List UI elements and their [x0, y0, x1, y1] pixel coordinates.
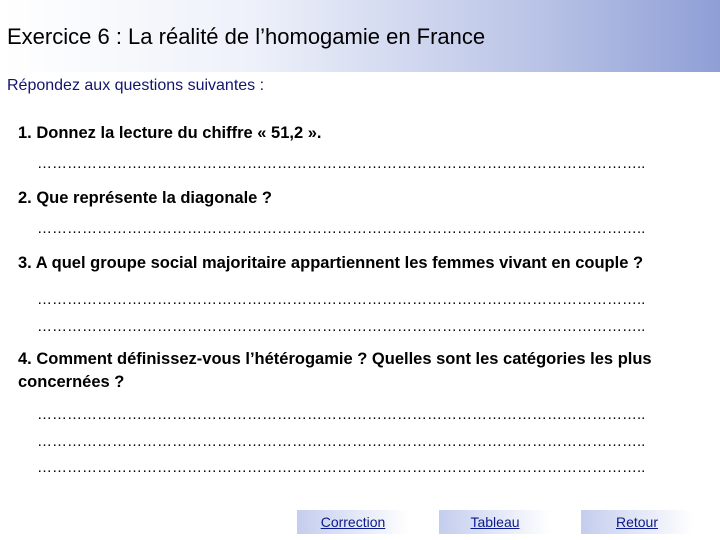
correction-button[interactable]: Correction	[297, 510, 409, 534]
question-2: 2. Que représente la diagonale ?	[18, 189, 273, 207]
answer-line-4a[interactable]: …………………………………………………………………………………………………………..	[37, 406, 646, 423]
answer-line-1[interactable]: …………………………………………………………………………………………………………..	[37, 155, 646, 172]
title-banner	[0, 0, 720, 72]
question-1: 1. Donnez la lecture du chiffre « 51,2 ».	[18, 124, 322, 142]
tableau-button[interactable]: Tableau	[439, 510, 551, 534]
answer-line-4c[interactable]: …………………………………………………………………………………………………………..	[37, 459, 646, 476]
instructions-text: Répondez aux questions suivantes :	[7, 77, 265, 94]
answer-line-2[interactable]: …………………………………………………………………………………………………………..	[37, 220, 646, 237]
retour-button[interactable]: Retour	[581, 510, 693, 534]
answer-line-3b[interactable]: …………………………………………………………………………………………………………..	[37, 318, 646, 335]
answer-line-3a[interactable]: …………………………………………………………………………………………………………..	[37, 291, 646, 308]
page-title: Exercice 6 : La réalité de l’homogamie en France	[7, 24, 486, 49]
question-3: 3. A quel groupe social majoritaire appartiennent les femmes vivant en couple ?	[18, 254, 644, 272]
answer-line-4b[interactable]: …………………………………………………………………………………………………………..	[37, 433, 646, 450]
question-4: 4. Comment définissez-vous l’hétérogamie ? Quelles sont les catégories les plus concernées ?	[18, 350, 652, 391]
